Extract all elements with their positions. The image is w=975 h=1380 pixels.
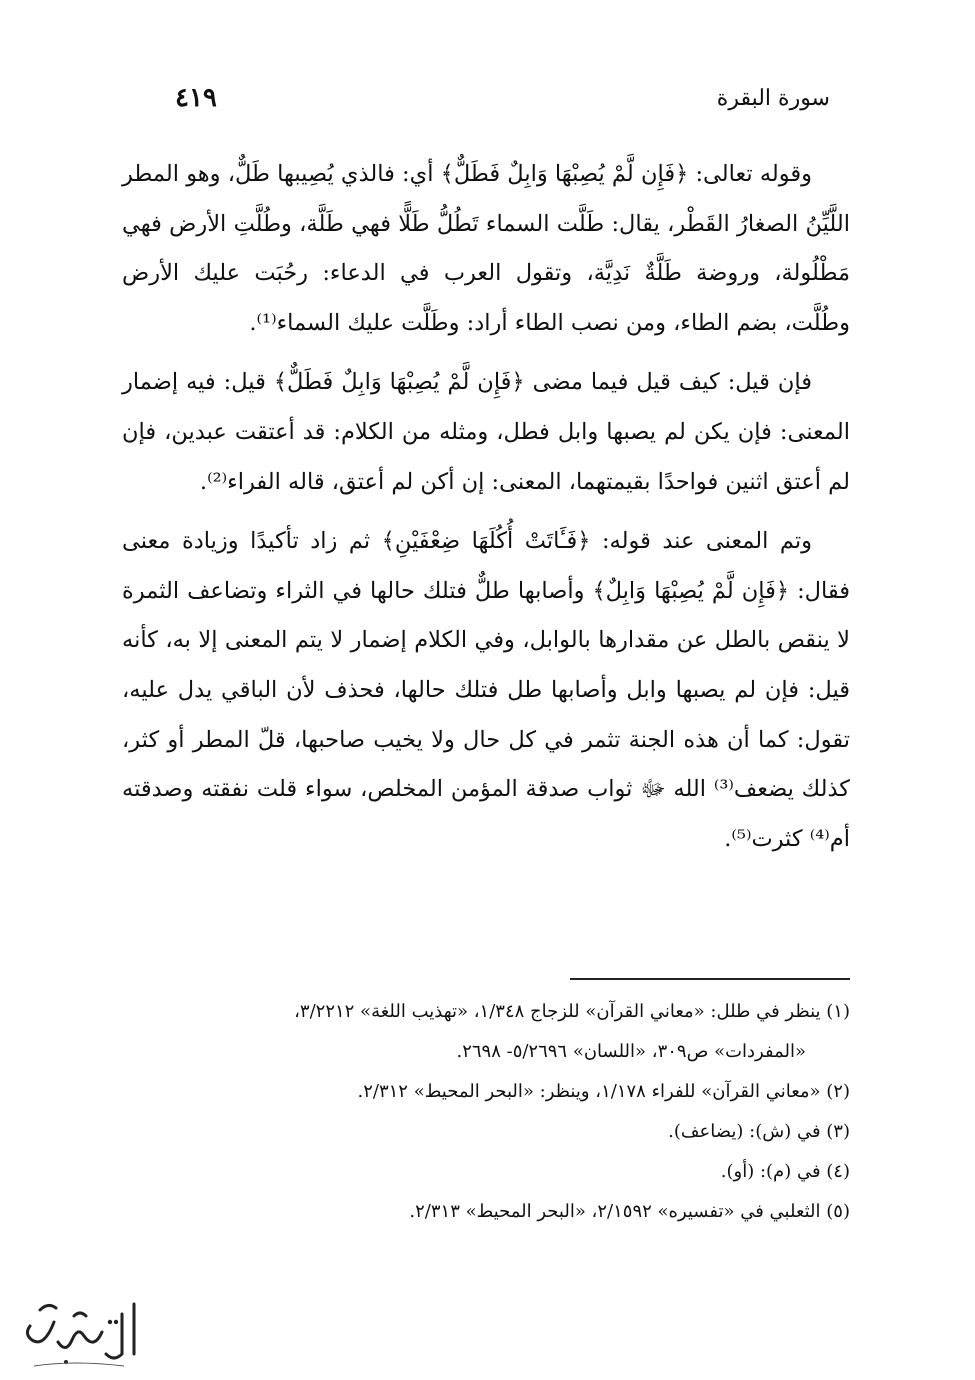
footnote-4: (٤) في (م): (أو).: [720, 1161, 850, 1182]
footnote-1-continuation: «المفردات» ص٣٠٩، «اللسان» ٥/٢٦٩٦- ٢٦٩٨.: [456, 1041, 806, 1062]
footnote-divider: [570, 978, 850, 980]
footnotes: [122, 995, 850, 1235]
paragraph-3: وتم المعنى عند قوله: ﴿فَـَٔاتَتْ أُكُلَهَا ضِعْفَيْنِ﴾ ثم زاد تأكيدًا وزيادة معنى فقال: ﴿فَإِن لَّمْ يُصِبْهَا وَابِلٌ﴾ وأصابها طلٌّ فتلك حالها في الثراء وتضاعف الثمرة لا ينقص بالطل عن مقدارها بالوابل، وفي الكلام إضمار لا يتم المعنى إلا به، كأنه قيل: فإن لم يصبها وابل وأصابها طل فتلك حالها، فحذف لأن الباقي يدل عليه، تقول: كما أن هذه الجنة تثمر في كل حال ولا يخيب صاحبها، قلّ المطر أو كثر، كذلك يضعف⁽³⁾ الله ﷻ ثواب صدقة المؤمن المخلص، سواء قلت نفقته وصدقته أم⁽⁴⁾ كثرت⁽⁵⁾.: [122, 528, 850, 852]
surah-title: سورة البقرة: [716, 85, 830, 111]
footnote-3: (٣) في (ش): (يضاعف).: [668, 1121, 850, 1142]
publisher-stamp-logo: [14, 1292, 144, 1372]
main-text: [122, 150, 850, 874]
footnote-1: (١) ينظر في طلل: «معاني القرآن» للزجاج ١/٣٤٨، «تهذيب اللغة» ٣/٢٢١٢،: [294, 1001, 850, 1022]
paragraph-2: فإن قيل: كيف قيل فيما مضى ﴿فَإِن لَّمْ يُصِبْهَا وَابِلٌ فَطَلٌّ﴾ قيل: فيه إضمار المعنى: فإن يكن لم يصبها وابل فطل، ومثله من الكلام: قد أعتقت عبدين، فإن لم أعتق اثنين فواحدًا بقيمتهما، المعنى: إن أكن لم أعتق، قاله الفراء⁽²⁾.: [122, 369, 850, 495]
footnote-5: (٥) الثعلبي في «تفسيره» ٢/١٥٩٢، «البحر المحيط» ٢/٣١٣.: [409, 1201, 850, 1222]
page-number: ٤١٩: [175, 83, 217, 113]
page-header: [175, 78, 830, 118]
footnote-2: (٢) «معاني القرآن» للفراء ١/١٧٨، وينظر: «البحر المحيط» ٢/٣١٢.: [357, 1081, 850, 1102]
paragraph-1: وقوله تعالى: ﴿فَإِن لَّمْ يُصِبْهَا وَابِلٌ فَطَلٌّ﴾ أي: فالذي يُصِيبها طَلٌّ، وهو المطر اللَّيِّنُ الصغارُ القَطْر، يقال: طَلَّت السماء تَطُلُّ طَلًّا فهي طَلَّة، وطُلَّتِ الأرض فهي مَطْلُولة، وروضة طَلَّةٌ نَدِيَّة، وتقول العرب في الدعاء: رحُبَت عليك الأرض وطُلَّت، بضم الطاء، ومن نصب الطاء أراد: وطَلَّت عليك السماء⁽¹⁾.: [122, 161, 850, 336]
